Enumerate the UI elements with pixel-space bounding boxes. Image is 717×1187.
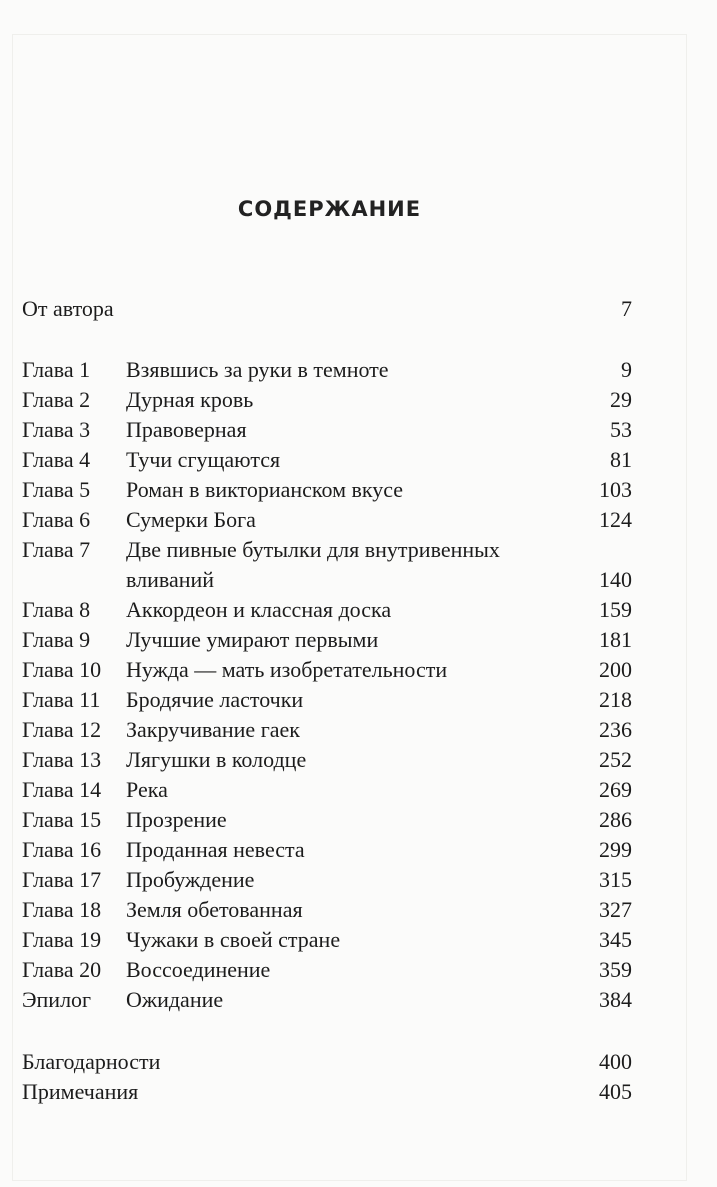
toc-entry-acknowledgements[interactable] xyxy=(22,1047,632,1077)
toc-entry-chapter-12[interactable] xyxy=(22,715,632,745)
chapter-title: Роман в викторианском вкусе xyxy=(126,477,404,502)
toc-entry-chapter-3[interactable] xyxy=(22,415,632,445)
contents-heading: СОДЕРЖАНИЕ xyxy=(237,197,422,221)
chapter-title: Лучшие умирают первыми xyxy=(126,627,379,652)
chapter-label: Глава 13 xyxy=(22,747,102,772)
toc-entry-chapter-10[interactable] xyxy=(22,655,632,685)
chapter-label: Глава 19 xyxy=(22,927,102,952)
chapter-title: Бродячие ласточки xyxy=(126,687,304,712)
entry-page-number: 359 xyxy=(599,957,632,982)
toc-entry-notes[interactable] xyxy=(22,1077,632,1107)
entry-page-number: 236 xyxy=(599,717,632,742)
chapter-label: Эпилог xyxy=(22,987,92,1012)
entry-page-number: 299 xyxy=(599,837,632,862)
chapter-title: Проданная невеста xyxy=(126,837,305,862)
entry-page-number: 269 xyxy=(599,777,632,802)
toc-entry-chapter-15[interactable] xyxy=(22,805,632,835)
chapter-title: Чужаки в своей стране xyxy=(126,927,341,952)
chapter-title: Лягушки в колодце xyxy=(126,747,307,772)
chapter-label: Глава 4 xyxy=(22,447,91,472)
entry-page-number: 140 xyxy=(599,567,632,592)
toc-entry-chapter-6[interactable] xyxy=(22,505,632,535)
toc-entry-chapter-11[interactable] xyxy=(22,685,632,715)
chapter-label: Глава 3 xyxy=(22,417,91,442)
chapter-title: Воссоединение xyxy=(126,957,271,982)
chapter-title: Сумерки Бога xyxy=(126,507,256,532)
entry-page-number: 53 xyxy=(610,417,632,442)
toc-entry-chapter-16[interactable] xyxy=(22,835,632,865)
entry-page-number: 181 xyxy=(599,627,632,652)
chapter-title: Пробуждение xyxy=(126,867,255,892)
toc-entry-chapter-7[interactable] xyxy=(22,535,632,595)
entry-page-number: 159 xyxy=(599,597,632,622)
toc-entry-chapter-4[interactable] xyxy=(22,445,632,475)
toc-entry-chapter-9[interactable] xyxy=(22,625,632,655)
toc-entry-chapter-14[interactable] xyxy=(22,775,632,805)
toc-entry-chapter-2[interactable] xyxy=(22,385,632,415)
entry-page-number: 9 xyxy=(621,357,632,382)
toc-entry-chapter-17[interactable] xyxy=(22,865,632,895)
toc-entry-chapter-5[interactable] xyxy=(22,475,632,505)
chapter-title: Аккордеон и классная доска xyxy=(126,597,392,622)
entry-page-number: 218 xyxy=(599,687,632,712)
entry-page-number: 103 xyxy=(599,477,632,502)
entry-page-number: 124 xyxy=(599,507,632,532)
entry-label: Примечания xyxy=(22,1079,139,1104)
chapter-label: Глава 18 xyxy=(22,897,102,922)
chapter-label: Глава 2 xyxy=(22,387,91,412)
chapter-label: Глава 5 xyxy=(22,477,91,502)
chapter-title: Правоверная xyxy=(126,417,247,442)
chapter-title: Земля обетованная xyxy=(126,897,303,922)
chapter-label: Глава 6 xyxy=(22,507,91,532)
toc-entry-chapter-19[interactable] xyxy=(22,925,632,955)
chapter-title: Нужда — мать изобретательности xyxy=(126,657,448,682)
entry-page-number: 286 xyxy=(599,807,632,832)
chapter-label: Глава 1 xyxy=(22,357,91,382)
toc-entry-chapter-18[interactable] xyxy=(22,895,632,925)
chapter-label: Глава 12 xyxy=(22,717,102,742)
chapter-title-line-1: Две пивные бутылки для внутривенных xyxy=(126,537,500,562)
entry-page-number: 200 xyxy=(599,657,632,682)
chapter-label: Глава 16 xyxy=(22,837,102,862)
chapter-label: Глава 11 xyxy=(22,687,101,712)
entry-page-number: 405 xyxy=(599,1079,632,1104)
chapter-label: Глава 20 xyxy=(22,957,102,982)
chapter-title: Дурная кровь xyxy=(126,387,254,412)
chapter-title: Река xyxy=(126,777,168,802)
toc-entry-epilogue[interactable] xyxy=(22,985,632,1015)
toc-entry-chapter-1[interactable] xyxy=(22,355,632,385)
chapter-title: Закручивание гаек xyxy=(126,717,300,742)
entry-page-number: 345 xyxy=(599,927,632,952)
entry-page-number: 7 xyxy=(621,296,632,321)
chapter-label: Глава 15 xyxy=(22,807,102,832)
chapter-title xyxy=(126,535,500,595)
chapter-label: Глава 17 xyxy=(22,867,102,892)
chapter-label: Глава 10 xyxy=(22,657,102,682)
entry-page-number: 81 xyxy=(610,447,632,472)
chapter-label: Глава 7 xyxy=(22,537,91,562)
chapter-title: Тучи сгущаются xyxy=(126,447,281,472)
chapter-title: Взявшись за руки в темноте xyxy=(126,357,389,382)
chapter-label: Глава 14 xyxy=(22,777,102,802)
chapter-label: Глава 9 xyxy=(22,627,91,652)
entry-page-number: 400 xyxy=(599,1049,632,1074)
chapter-title: Ожидание xyxy=(126,987,224,1012)
entry-page-number: 315 xyxy=(599,867,632,892)
toc-entry-chapter-20[interactable] xyxy=(22,955,632,985)
toc-entry-chapter-8[interactable] xyxy=(22,595,632,625)
toc-entry-preface[interactable] xyxy=(22,294,632,324)
chapter-label: Глава 8 xyxy=(22,597,91,622)
chapter-title: Прозрение xyxy=(126,807,227,832)
entry-page-number: 384 xyxy=(599,987,632,1012)
entry-page-number: 29 xyxy=(610,387,632,412)
entry-page-number: 252 xyxy=(599,747,632,772)
entry-label: От автора xyxy=(22,296,114,321)
entry-label: Благодарности xyxy=(22,1049,161,1074)
chapter-title-line-2: вливаний xyxy=(126,567,215,592)
toc-entry-chapter-13[interactable] xyxy=(22,745,632,775)
entry-page-number: 327 xyxy=(599,897,632,922)
